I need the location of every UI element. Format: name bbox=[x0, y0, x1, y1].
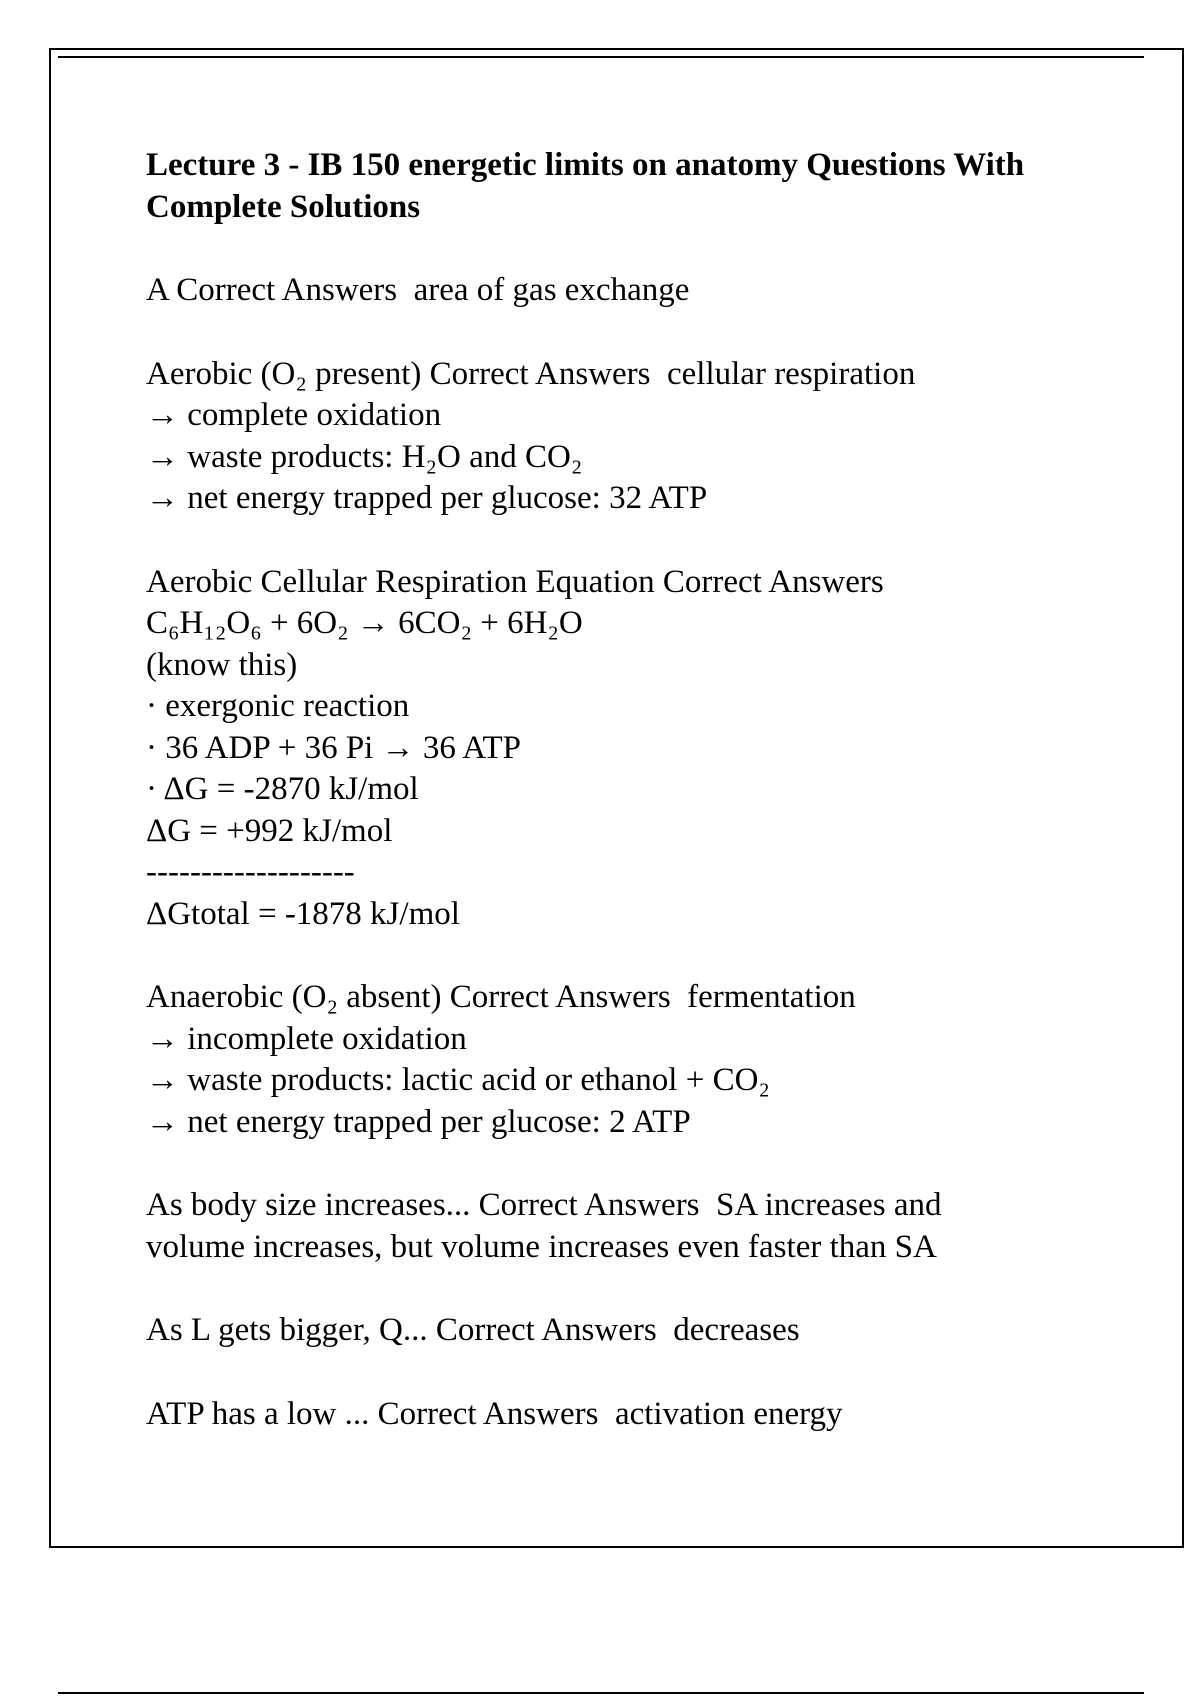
text-line: As body size increases... Correct Answers SA increases and bbox=[146, 1187, 942, 1223]
bullet-line: · 36 ADP + 36 Pi → 36 ATP bbox=[146, 729, 521, 766]
bottom-rule bbox=[58, 1692, 1144, 1694]
qa-entry bbox=[146, 1310, 1086, 1352]
text-line: → net energy trapped per glucose: 2 ATP bbox=[146, 1103, 691, 1140]
text-line: Anaerobic (O₂ absent) Correct Answers fermentation bbox=[146, 979, 856, 1015]
text-line: → complete oxidation bbox=[146, 397, 442, 433]
dashed-separator: ------------------- bbox=[146, 854, 355, 890]
bullet-line: · exergonic reaction bbox=[146, 688, 410, 724]
document-body bbox=[146, 145, 1086, 1477]
text-line: ATP has a low ... Correct Answers activation energy bbox=[146, 1395, 843, 1432]
equation-line: C₆H₁₂O₆ + 6O₂ → 6CO₂ + 6H₂O bbox=[146, 605, 583, 641]
document-title: Lecture 3 - IB 150 energetic limits on anatomy Questions With Complete Solutions bbox=[146, 147, 1025, 225]
text-line: → waste products: H₂O and CO₂ bbox=[146, 438, 583, 475]
text-line: ΔG = +992 kJ/mol bbox=[146, 812, 393, 849]
text-line: → incomplete oxidation bbox=[146, 1020, 467, 1057]
text-line: → net energy trapped per glucose: 32 ATP bbox=[146, 480, 708, 516]
qa-entry bbox=[146, 562, 1086, 936]
qa-entry bbox=[146, 1394, 1086, 1436]
text-line: ΔGtotal = -1878 kJ/mol bbox=[146, 895, 460, 932]
text-line: A Correct Answers area of gas exchange bbox=[146, 272, 690, 308]
qa-entry bbox=[146, 977, 1086, 1143]
text-line: (know this) bbox=[146, 646, 298, 683]
text-line: As L gets bigger, Q... Correct Answers decreases bbox=[146, 1312, 800, 1348]
bullet-line: · ΔG = -2870 kJ/mol bbox=[146, 771, 419, 807]
top-rule bbox=[58, 56, 1144, 58]
qa-entry bbox=[146, 354, 1086, 520]
text-line: Aerobic (O₂ present) Correct Answers cellular respiration bbox=[146, 355, 916, 392]
text-line: → waste products: lactic acid or ethanol + CO₂ bbox=[146, 1062, 770, 1098]
text-line: volume increases, but volume increases even faster than SA bbox=[146, 1228, 937, 1265]
qa-entry bbox=[146, 270, 1086, 312]
text-line: Aerobic Cellular Respiration Equation Correct Answers bbox=[146, 563, 884, 600]
qa-entry bbox=[146, 1185, 1086, 1268]
